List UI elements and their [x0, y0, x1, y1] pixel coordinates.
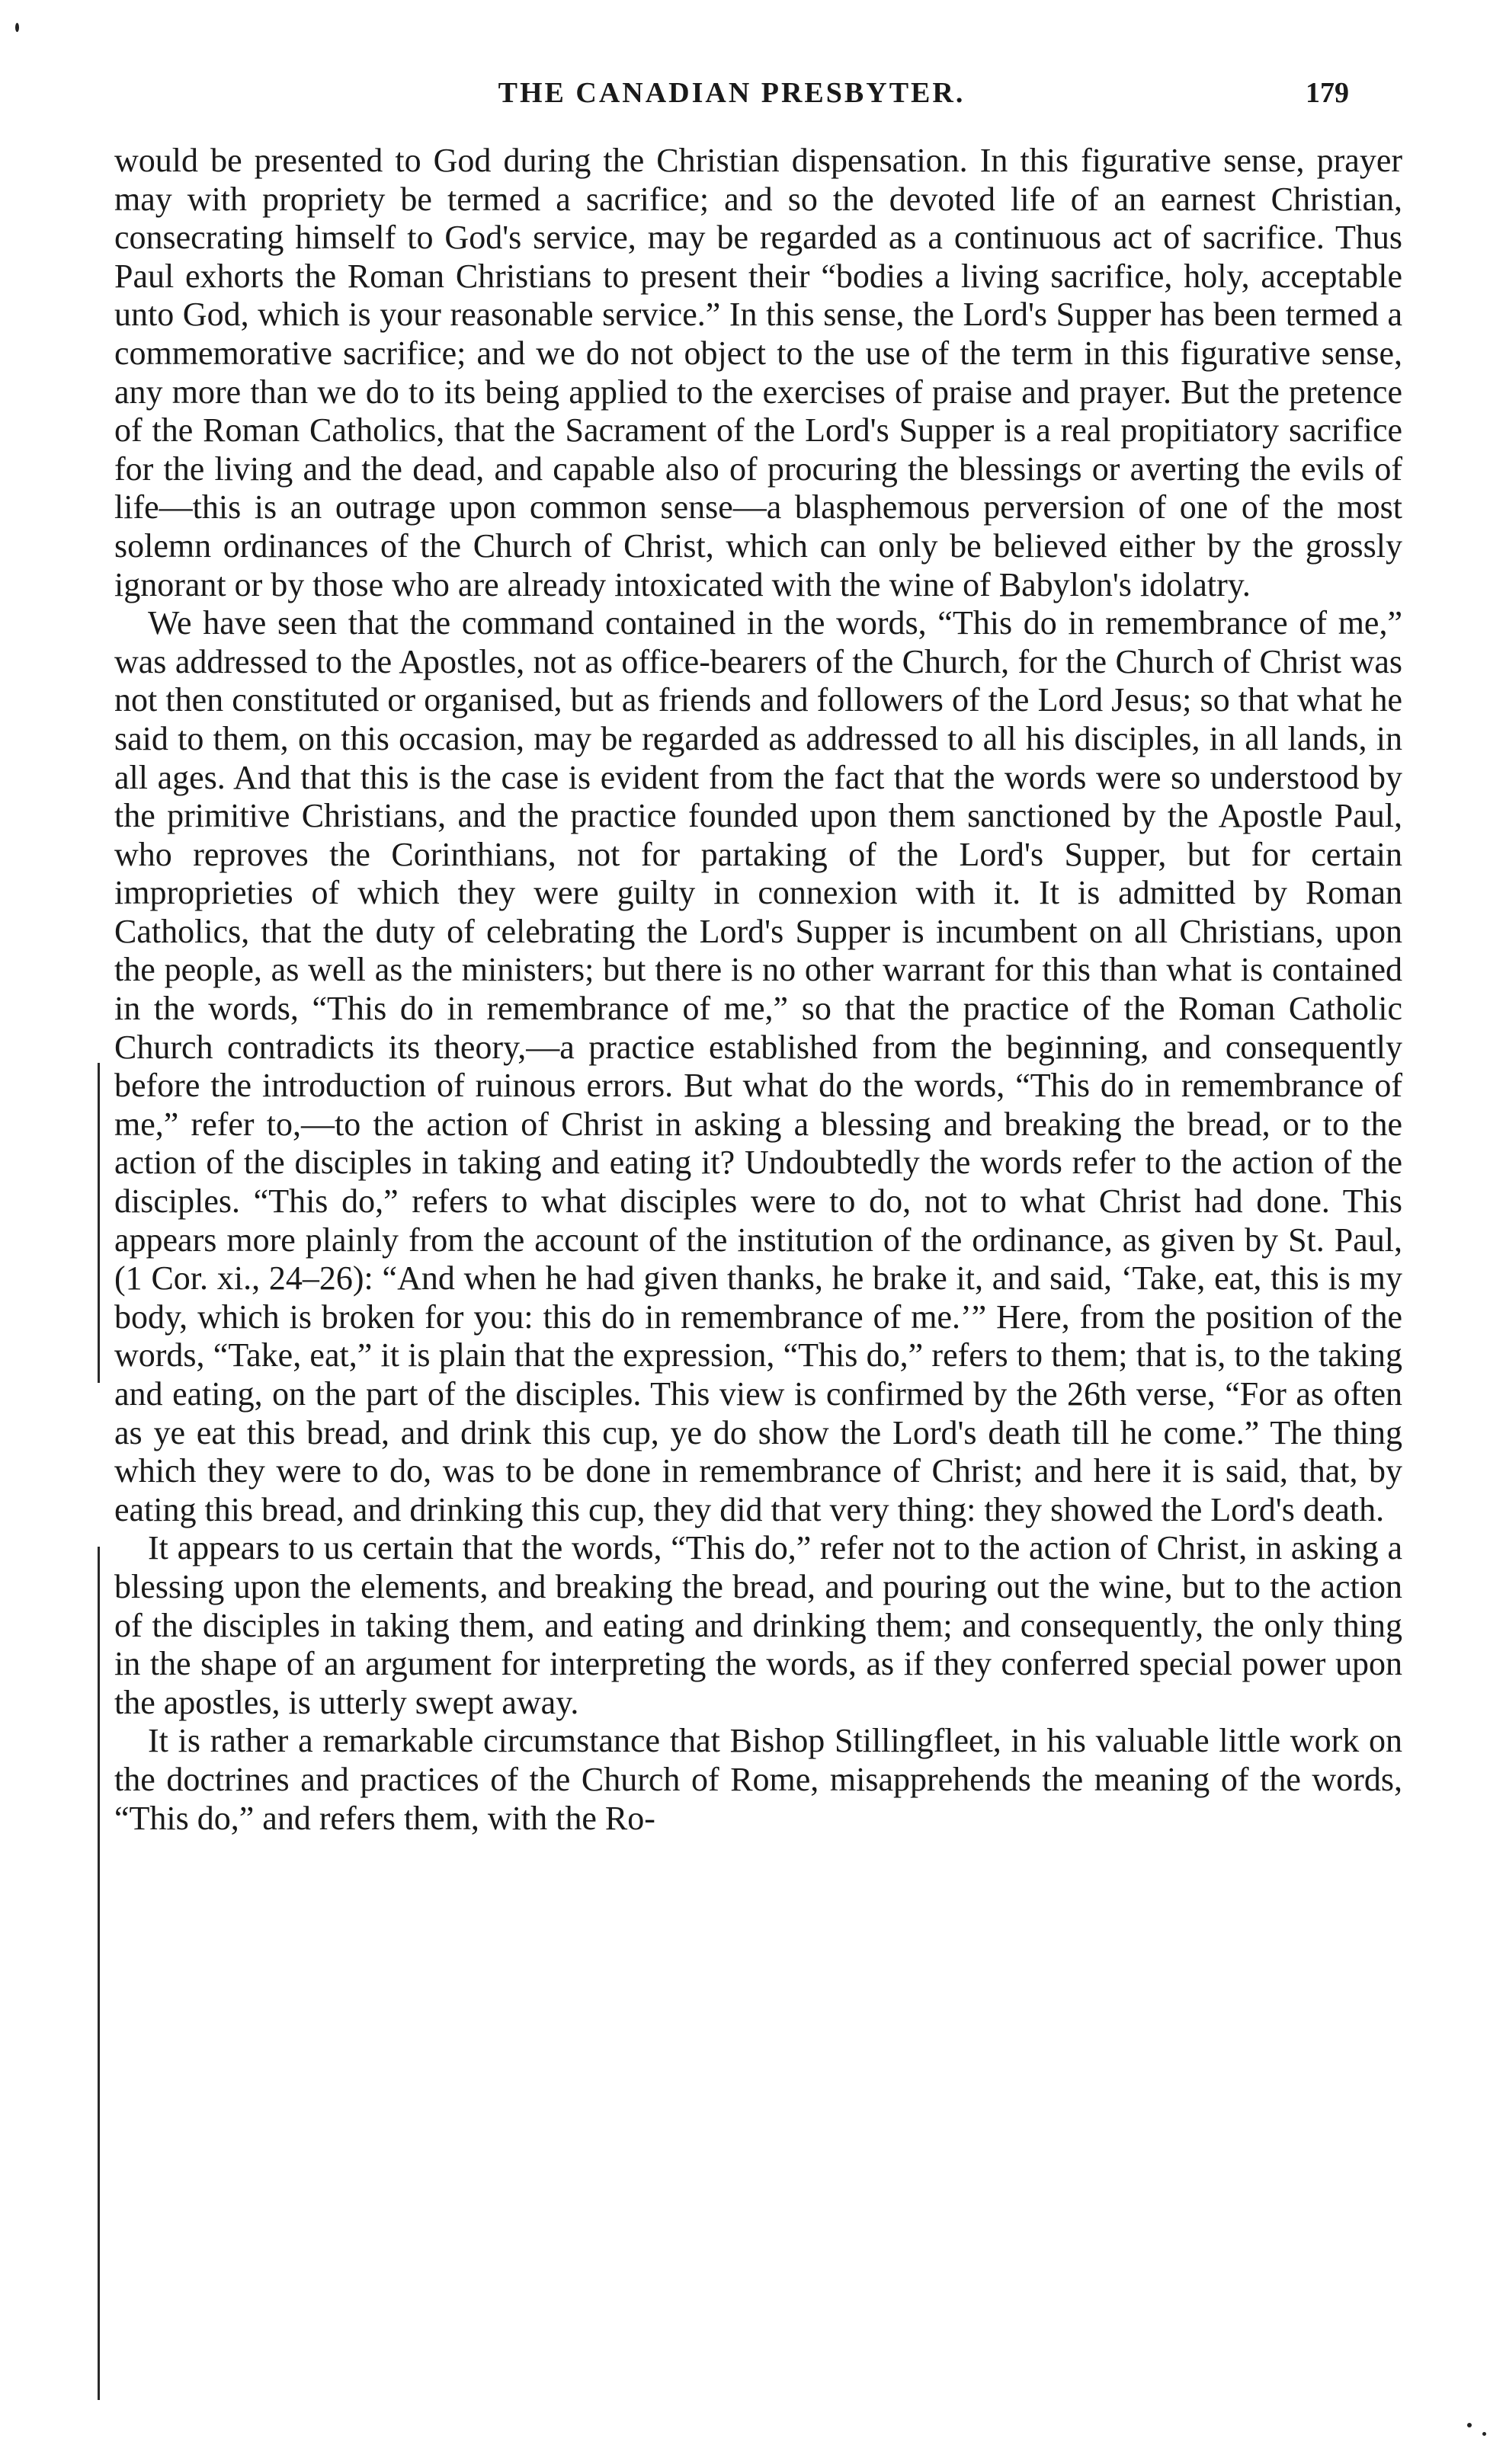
page-header — [114, 76, 1349, 122]
scan-speck — [1482, 2432, 1486, 2436]
paragraph-this-do: We have seen that the command contained in the words, “This do in remembrance of me,” was addressed to the Apostles, not as office-bearers of the Church, for the Church of Christ was not then constituted or organised, but as friends and followers of the Lord Jesus; so that what he said to them, on this occasion, may be regarded as addressed to all his disciples, in all lands, in all ages. And that this is the case is evident from the fact that the words were so understood by the primitive Christians, and the practice founded upon them sanctioned by the Apostle Paul, who reproves the Corinthians, not for partaking of the Lord's Supper, but for certain improprieties of which they were guilty in connexion with it. It is admitted by Roman Catholics, that the duty of celebrating the Lord's Supper is incumbent on all Christians, upon the people, as well as the ministers; but there is no other warrant for this than what is contained in the words, “This do in remembrance of me,” so that the practice of the Roman Catholic Church contradicts its theory,—a practice established from the beginning, and consequently before the introduction of ruinous errors. But what do the words, “This do in remembrance of me,” refer to,—to the action of Christ in asking a blessing and breaking the bread, or to the action of the disciples in taking and eating it? Undoubtedly the words refer to the action of the disciples. “This do,” refers to what disciples were to do, not to what Christ had done. This appears more plainly from the account of the institution of the ordinance, as given by St. Paul, (1 Cor. xi., 24–26): “And when he had given thanks, he brake it, and said, ‘Take, eat, this is my body, which is broken for you: this do in remembrance of me.’” Here, from the position of the words, “Take, eat,” it is plain that the expression, “This do,” refers to them; that is, to the taking and eating, on the part of the disciples. This view is confirmed by the 26th verse, “For as often as ye eat this bread, and drink this cup, ye do show the Lord's death till he come.” The thing which they were to do, was to be done in remembrance of Christ; and here it is said, that, by eating this bread, and drinking this cup, they did that very thing: they showed the Lord's death. — [114, 604, 1402, 1528]
scan-speck — [15, 23, 19, 32]
scan-speck — [1467, 2423, 1472, 2427]
paragraph-conclusion: It appears to us certain that the words, “This do,” refer not to the action of Christ, in asking a blessing upon the elements, and breaking the bread, and pouring out the wine, but to the action of the disciples in taking them, and eating and drinking them; and consequently, the only thing in the shape of an argument for interpreting the words, as if they conferred special power upon the apostles, is utterly swept away. — [114, 1529, 1402, 1721]
page-number: 179 — [1306, 77, 1349, 109]
body-text — [114, 142, 1402, 1838]
running-title: THE CANADIAN PRESBYTER. — [498, 77, 966, 109]
margin-rule-lower — [98, 1547, 100, 2400]
paragraph-stillingfleet: It is rather a remarkable circumstance that Bishop Stillingfleet, in his valuable little work on the doctrines and practices of the Church of Rome, misapprehends the meaning of the words, “This do,” and refers them, with the Ro- — [114, 1722, 1402, 1837]
paragraph-sacrifice: would be presented to God during the Christian dispensation. In this figurative sense, prayer may with propriety be termed a sacrifice; and so the devoted life of an earnest Christian, consecrating himself to God's service, may be regarded as a continuous act of sacrifice. Thus Paul exhorts the Roman Christians to present their “bodies a living sacrifice, holy, acceptable unto God, which is your reasonable service.” In this sense, the Lord's Supper has been termed a commemorative sacrifice; and we do not object to the use of the term in this figurative sense, any more than we do to its being applied to the exercises of praise and prayer. But the pretence of the Roman Catholics, that the Sacrament of the Lord's Supper is a real propitiatory sacrifice for the living and the dead, and capable also of procuring the blessings or averting the evils of life—this is an outrage upon common sense—a blasphemous perversion of one of the most solemn ordinances of the Church of Christ, which can only be believed either by the grossly ignorant or by those who are already intoxicated with the wine of Babylon's idolatry. — [114, 142, 1402, 603]
margin-rule-upper — [98, 1063, 100, 1383]
